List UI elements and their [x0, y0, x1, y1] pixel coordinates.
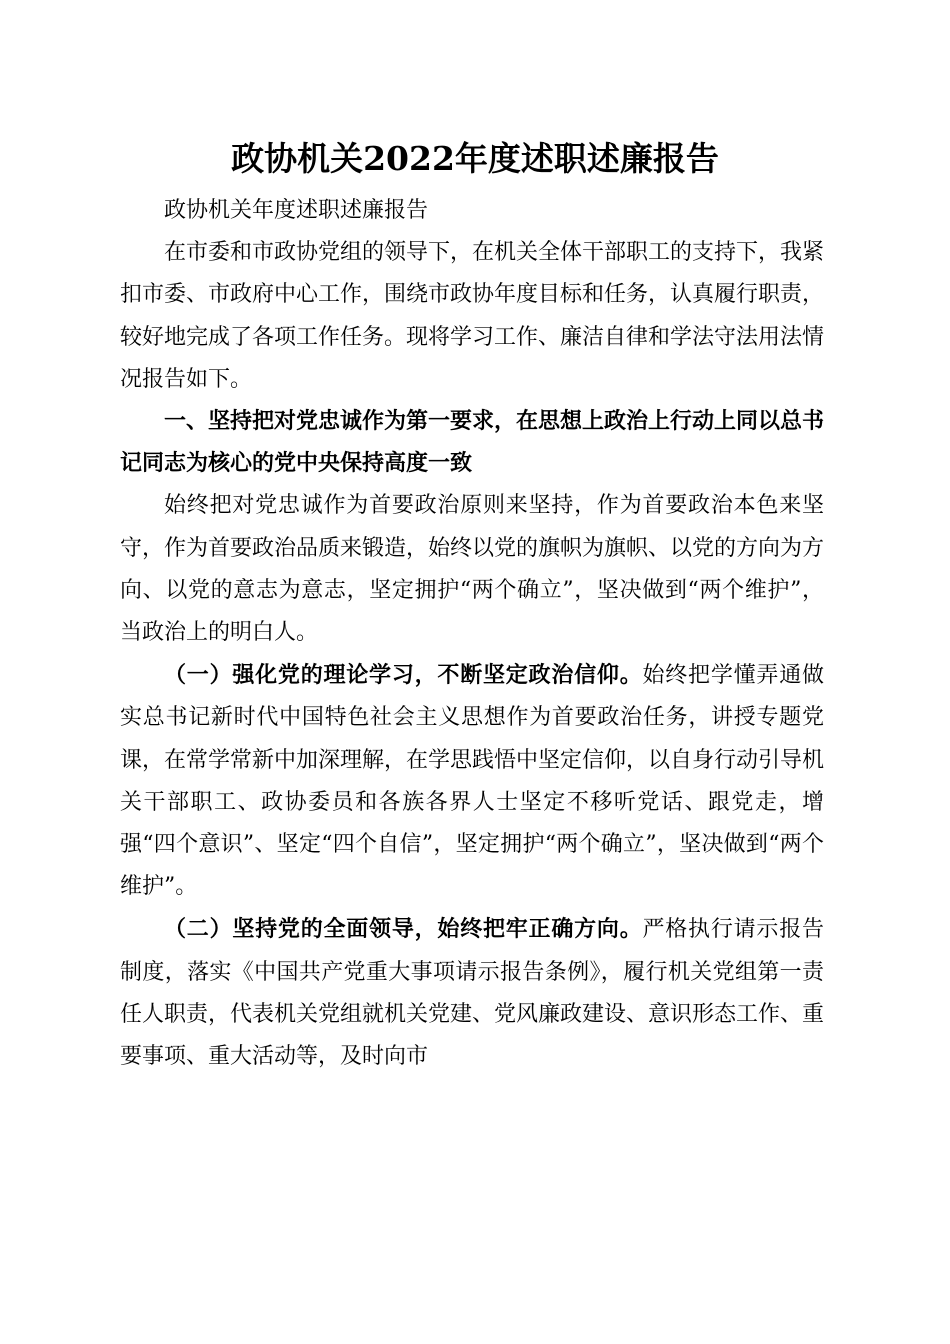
subsection-title-2: （二）坚持党的全面领导，始终把牢正确方向。	[164, 916, 643, 943]
section-heading: 一、坚持把对党忠诚作为第一要求，在思想上政治上行动上同以总书记同志为核心的党中央保持高度一致	[120, 409, 825, 477]
subsection-text-1: 始终把学懂弄通做实总书记新时代中国特色社会主义思想作为首要政治任务，讲授专题党课，在常学常新中加深理解，在学思践悟中坚定信仰，以自身行动引导机关干部职工、政协委员和各族各界人士坚定不移听党话、跟党走，增强“四个意识”、坚定“四个自信”，坚定拥护“两个确立”，坚决做到“两个维护”。	[120, 663, 825, 900]
subsection-text-2: 严格执行请示报告制度，落实《中国共产党重大事项请示报告条例》，履行机关党组第一责任人职责，代表机关党组就机关党建、党风廉政建设、意识形态工作、重要事项、重大活动等，及时向市	[120, 917, 825, 1070]
document-title: 政协机关2022年度述职述廉报告	[231, 139, 719, 178]
section-paragraph: 始终把对党忠诚作为首要政治原则来坚持，作为首要政治本色来坚守，作为首要政治品质来锻造，始终以党的旗帜为旗帜、以党的方向为方向、以党的意志为意志，坚定拥护“两个确立”，坚决做到“两个维护”，当政治上的明白人。	[120, 493, 825, 646]
subsection-title-1: （一）强化党的理论学习，不断坚定政治信仰。	[164, 662, 643, 689]
subsection-paragraph-2	[120, 908, 824, 1078]
document-body	[120, 190, 824, 1078]
intro-paragraph: 在市委和市政协党组的领导下，在机关全体干部职工的支持下，我紧扣市委、市政府中心工作，围绕市政协年度目标和任务，认真履行职责，较好地完成了各项工作任务。现将学习工作、廉洁自律和学法守法用法情况报告如下。	[120, 240, 825, 392]
document-subtitle: 政协机关年度述职述廉报告	[164, 198, 429, 223]
subsection-paragraph-1	[120, 654, 824, 908]
